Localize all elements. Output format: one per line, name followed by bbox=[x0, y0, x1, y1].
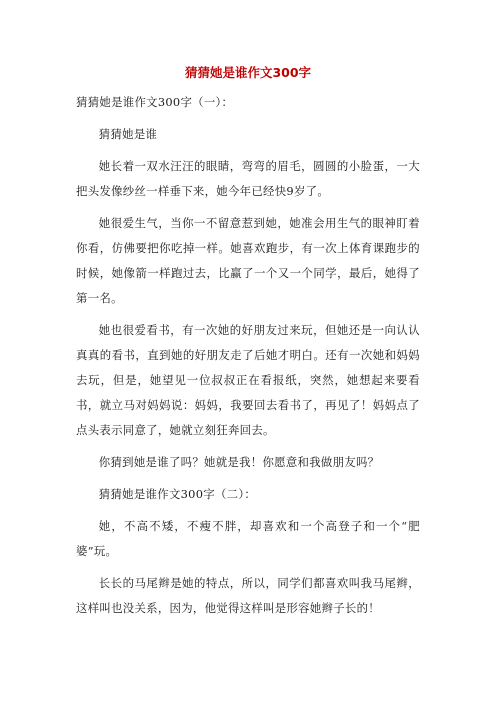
essay-subtitle: 猜猜她是谁 bbox=[98, 127, 158, 141]
document-title: 猜猜她是谁作文300字 bbox=[184, 65, 312, 80]
paragraph-ponytail: 长长的马尾辫是她的特点，所以，同学们都喜欢叫我马尾辫，这样叫也没关系，因为，他觉得这样叫是形容她辫子长的！ bbox=[76, 576, 420, 615]
paragraph-temper: 她很爱生气，当你一不留意惹到她，她准会用生气的眼神盯着你看，仿佛要把你吃掉一样。她喜欢跑步，有一次上体育课跑步的时候，她像箭一样跑过去，比赢了一个又一个同学，最后，她得了第一名。 bbox=[76, 216, 420, 305]
section-heading-2: 猜猜她是谁作文300字（二）： bbox=[98, 487, 257, 501]
paragraph-friends: 她，不高不矮，不瘦不胖，却喜欢和一个高登子和一个“肥婆”玩。 bbox=[76, 519, 420, 558]
paragraph-reading: 她也很爱看书，有一次她的好朋友过来玩，但她还是一向认认真真的看书，直到她的好朋友走了后她才明白。还有一次她和妈妈去玩，但是，她望见一位叔叔正在看报纸，突然，她想起来要看书，就立马对妈妈说：妈妈，我要回去看书了，再见了！妈妈点了点头表示同意了，她就立刻狂奔回去。 bbox=[76, 323, 420, 437]
paragraph-question: 你猜到她是谁了吗？她就是我！你愿意和我做朋友吗？ bbox=[98, 455, 380, 469]
section-heading-1: 猜猜她是谁作文300字（一）： bbox=[76, 95, 234, 109]
paragraph-appearance: 她长着一双水汪汪的眼睛，弯弯的眉毛，圆圆的小脸蛋，一大把头发像纱丝一样垂下来，她今年已经快9岁了。 bbox=[76, 159, 420, 198]
